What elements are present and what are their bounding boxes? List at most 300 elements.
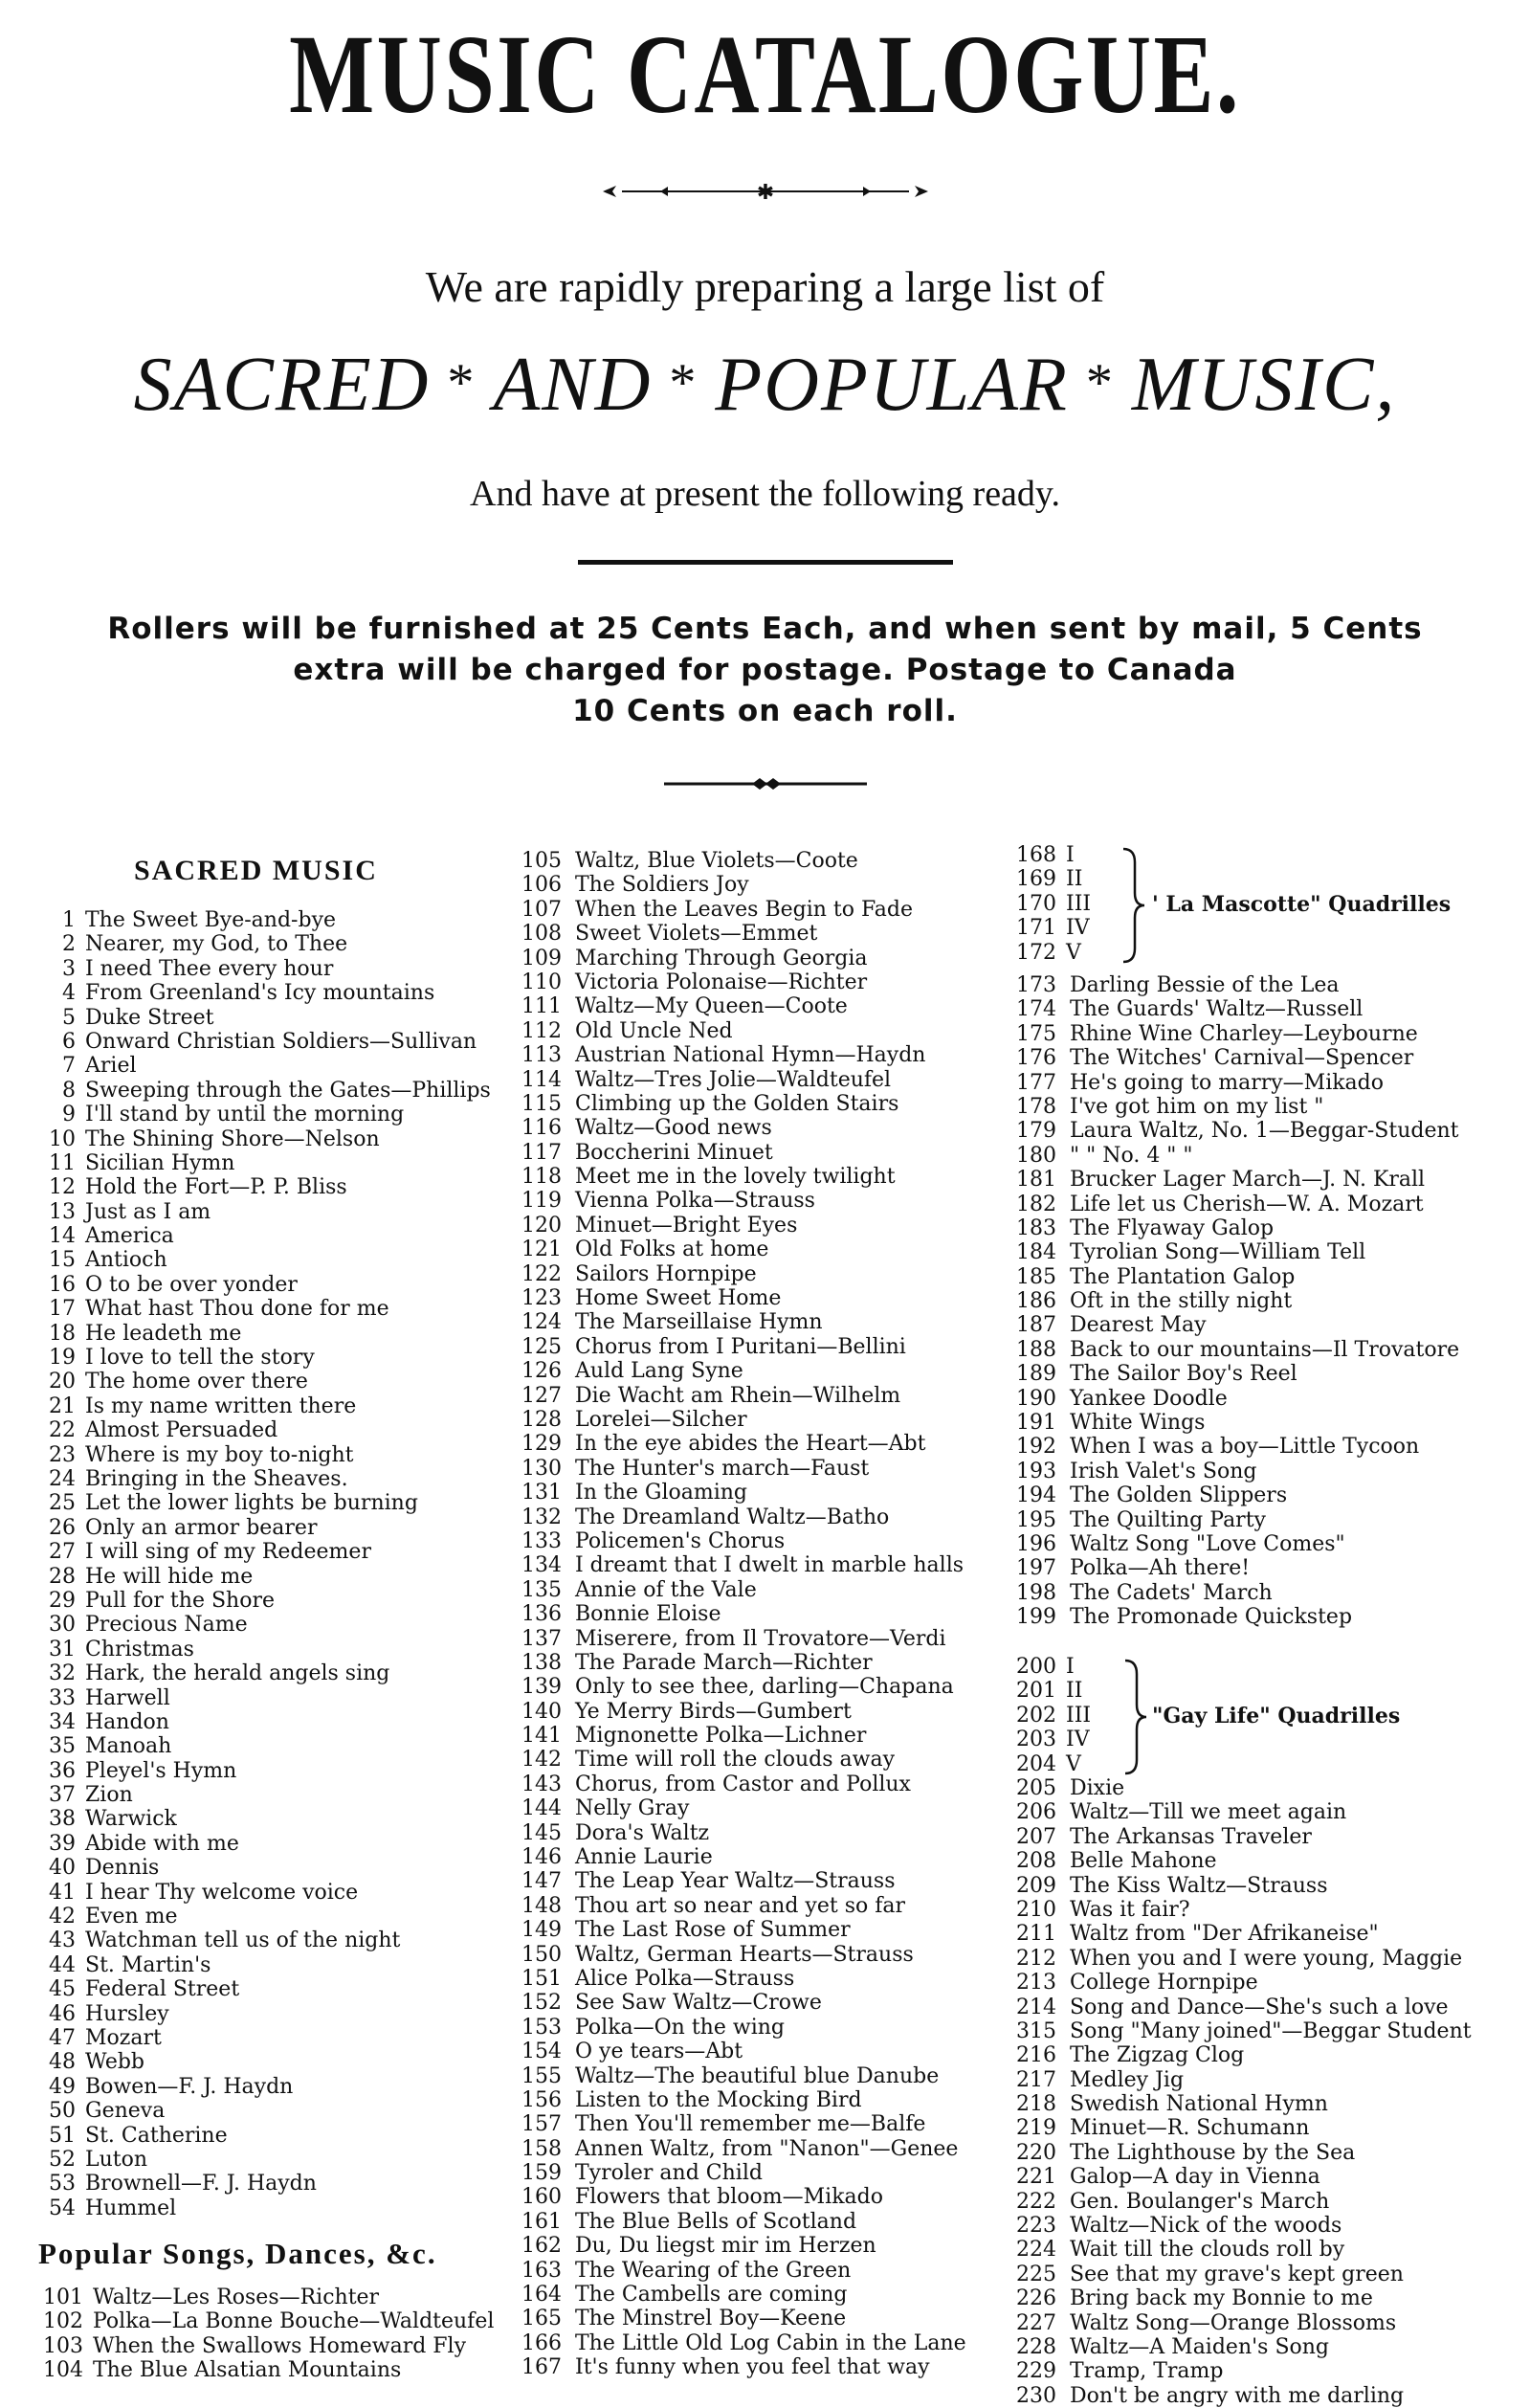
item-number: 45 bbox=[49, 1977, 76, 2002]
item-title: The Plantation Galop bbox=[1070, 1264, 1296, 1289]
item-number: 130 bbox=[521, 1456, 562, 1481]
item-title: Dennis bbox=[85, 1856, 160, 1881]
item-number: 180 bbox=[1016, 1143, 1056, 1168]
list-item bbox=[521, 1724, 966, 1748]
item-number: 20 bbox=[49, 1370, 76, 1394]
list-item bbox=[521, 1019, 966, 1043]
list-item bbox=[1016, 973, 1459, 997]
list-item bbox=[1016, 2214, 1472, 2238]
item-number: 11 bbox=[49, 1150, 76, 1175]
list-item bbox=[1016, 1338, 1459, 1362]
list-item bbox=[521, 1237, 966, 1261]
item-title: III bbox=[1066, 891, 1092, 916]
item-number: 152 bbox=[521, 1991, 562, 2016]
list-item bbox=[521, 994, 966, 1018]
item-number: 30 bbox=[49, 1613, 76, 1638]
list-item bbox=[43, 1638, 491, 1661]
item-number: 2 bbox=[62, 932, 76, 957]
item-number: 29 bbox=[49, 1588, 76, 1613]
item-number: 44 bbox=[49, 1952, 76, 1977]
list-item bbox=[521, 1627, 966, 1651]
price-notice bbox=[29, 609, 1501, 732]
item-number: 108 bbox=[521, 922, 562, 947]
item-title: When the Leaves Begin to Fade bbox=[575, 897, 913, 922]
item-title: The Blue Alsatian Mountains bbox=[93, 2358, 402, 2383]
item-title: Life let us Cherish—W. A. Mozart bbox=[1070, 1192, 1424, 1216]
item-number: 102 bbox=[43, 2309, 83, 2334]
item-title: He's going to marry—Mikado bbox=[1070, 1070, 1385, 1095]
item-title: Waltz—Nick of the woods bbox=[1070, 2214, 1342, 2239]
item-number: 27 bbox=[49, 1540, 76, 1565]
popular-list-col3-cont bbox=[1016, 1776, 1472, 2408]
list-item bbox=[521, 947, 966, 970]
item-number: 109 bbox=[521, 946, 562, 970]
item-number: 25 bbox=[49, 1491, 76, 1516]
list-item bbox=[1016, 2238, 1472, 2262]
item-title: He will hide me bbox=[85, 1564, 254, 1589]
item-title: Waltz from "Der Afrikaneise" bbox=[1070, 1922, 1379, 1947]
list-item bbox=[1016, 1971, 1472, 1995]
item-number: 189 bbox=[1016, 1362, 1056, 1387]
item-title: The Promonade Quickstep bbox=[1070, 1605, 1353, 1630]
item-number: 26 bbox=[49, 1515, 76, 1540]
item-title: Just as I am bbox=[85, 1199, 211, 1224]
item-title: Waltz—A Maiden's Song bbox=[1070, 2334, 1330, 2359]
list-item bbox=[1016, 2165, 1472, 2189]
item-number: 185 bbox=[1016, 1264, 1056, 1289]
item-number: 229 bbox=[1016, 2359, 1056, 2384]
item-number: 132 bbox=[521, 1505, 562, 1529]
list-item bbox=[1016, 1046, 1459, 1070]
item-title: I love to tell the story bbox=[85, 1346, 315, 1371]
item-number: 178 bbox=[1016, 1094, 1056, 1119]
list-item bbox=[521, 1700, 966, 1724]
item-title: V bbox=[1066, 940, 1081, 965]
item-number: 7 bbox=[62, 1054, 76, 1079]
list-item bbox=[521, 849, 966, 873]
item-number: 183 bbox=[1016, 1215, 1056, 1240]
list-item bbox=[43, 1103, 491, 1126]
item-number: 36 bbox=[49, 1758, 76, 1783]
star-separator: * bbox=[1085, 353, 1115, 412]
list-item bbox=[1016, 2068, 1472, 2092]
list-item bbox=[521, 2161, 966, 2185]
item-title: The Arkansas Traveler bbox=[1070, 1824, 1312, 1849]
item-number: 42 bbox=[49, 1905, 76, 1929]
headline-word: SACRED bbox=[133, 343, 431, 427]
list-item bbox=[43, 1613, 491, 1637]
item-title: Brucker Lager March—J. N. Krall bbox=[1070, 1168, 1426, 1193]
item-title: College Hornpipe bbox=[1070, 1971, 1258, 1996]
list-item bbox=[43, 2196, 491, 2220]
item-title: Waltz—Till we meet again bbox=[1070, 1800, 1347, 1825]
list-item bbox=[1016, 1849, 1472, 1873]
list-item bbox=[43, 1394, 491, 1418]
list-item bbox=[43, 1977, 491, 2001]
item-title: Back to our mountains—Il Trovatore bbox=[1070, 1337, 1460, 1362]
list-item bbox=[1016, 2116, 1472, 2140]
item-title: Chorus from I Puritani—Bellini bbox=[575, 1334, 906, 1359]
item-number: 203 bbox=[1016, 1728, 1056, 1752]
item-number: 114 bbox=[521, 1067, 562, 1092]
item-title: The Soldiers Joy bbox=[575, 873, 749, 898]
list-item bbox=[1016, 1704, 1091, 1728]
list-item bbox=[43, 1054, 491, 1078]
star-separator: * bbox=[447, 353, 477, 412]
list-item bbox=[1016, 941, 1091, 965]
item-number: 9 bbox=[62, 1103, 76, 1127]
item-number: 144 bbox=[521, 1796, 562, 1821]
item-number: 200 bbox=[1016, 1655, 1056, 1679]
item-title: Watchman tell us of the night bbox=[85, 1929, 401, 1953]
item-title: Hark, the herald angels sing bbox=[85, 1661, 390, 1686]
notice-line: Rollers will be furnished at 25 Cents Each, and when sent by mail, 5 Cents bbox=[107, 612, 1423, 646]
list-item bbox=[43, 1248, 491, 1272]
list-item bbox=[1016, 1922, 1472, 1946]
list-item bbox=[1016, 1898, 1472, 1922]
item-number: 315 bbox=[1016, 2018, 1056, 2043]
item-number: 173 bbox=[1016, 973, 1056, 997]
item-title: Song and Dance—She's such a love bbox=[1070, 1995, 1449, 2019]
list-item bbox=[43, 1079, 491, 1103]
item-number: 160 bbox=[521, 2185, 562, 2210]
item-title: Ye Merry Birds—Gumbert bbox=[575, 1699, 852, 1724]
item-title: Only an armor bearer bbox=[85, 1515, 318, 1540]
item-title: Let the lower lights be burning bbox=[85, 1491, 418, 1516]
item-number: 136 bbox=[521, 1602, 562, 1627]
item-title: Abide with me bbox=[85, 1831, 239, 1856]
list-item bbox=[1016, 1435, 1459, 1459]
item-number: 226 bbox=[1016, 2286, 1056, 2311]
item-number: 184 bbox=[1016, 1240, 1056, 1265]
item-number: 151 bbox=[521, 1966, 562, 1991]
item-title: Annie Laurie bbox=[575, 1845, 713, 1870]
item-title: Rhine Wine Charley—Leybourne bbox=[1070, 1021, 1418, 1046]
quadrille-label: ' La Mascotte" Quadrilles bbox=[1152, 892, 1452, 917]
item-title: Duke Street bbox=[85, 1005, 214, 1030]
item-number: 227 bbox=[1016, 2310, 1056, 2335]
item-number: 122 bbox=[521, 1261, 562, 1286]
list-item bbox=[1016, 1679, 1091, 1703]
item-title: Federal Street bbox=[85, 1977, 240, 2002]
list-item bbox=[1016, 1874, 1472, 1898]
item-number: 103 bbox=[43, 2333, 83, 2358]
item-number: 162 bbox=[521, 2234, 562, 2259]
item-title: Is my name written there bbox=[85, 1394, 357, 1418]
list-item bbox=[521, 1262, 966, 1286]
item-title: Mignonette Polka—Lichner bbox=[575, 1724, 867, 1749]
list-item bbox=[1016, 2359, 1472, 2383]
list-item bbox=[43, 1224, 491, 1248]
item-title: America bbox=[85, 1224, 174, 1249]
item-title: Warwick bbox=[85, 1807, 177, 1832]
item-title: I will sing of my Redeemer bbox=[85, 1540, 371, 1565]
list-item bbox=[521, 970, 966, 994]
item-number: 169 bbox=[1016, 867, 1056, 892]
item-title: Victoria Polonaise—Richter bbox=[575, 970, 868, 994]
item-number: 18 bbox=[49, 1321, 76, 1346]
item-title: Belle Mahone bbox=[1070, 1849, 1217, 1874]
item-number: 193 bbox=[1016, 1459, 1056, 1483]
list-item bbox=[1016, 1193, 1459, 1216]
item-title: Swedish National Hymn bbox=[1070, 2092, 1328, 2117]
list-item bbox=[43, 2002, 491, 2026]
list-item bbox=[43, 981, 491, 1005]
item-number: 181 bbox=[1016, 1168, 1056, 1193]
item-number: 28 bbox=[49, 1564, 76, 1589]
item-title: I've got him on my list " bbox=[1070, 1094, 1324, 1119]
item-title: V bbox=[1066, 1751, 1081, 1776]
item-number: 164 bbox=[521, 2283, 562, 2308]
list-item bbox=[1016, 2286, 1472, 2310]
item-title: Waltz Song "Love Comes" bbox=[1070, 1531, 1345, 1556]
item-number: 118 bbox=[521, 1165, 562, 1190]
list-item bbox=[1016, 1483, 1459, 1507]
item-title: Sweeping through the Gates—Phillips bbox=[85, 1078, 491, 1103]
item-number: 19 bbox=[49, 1346, 76, 1371]
list-item bbox=[521, 1335, 966, 1359]
list-item bbox=[43, 1200, 491, 1224]
item-number: 191 bbox=[1016, 1411, 1056, 1436]
list-item bbox=[1016, 1144, 1459, 1168]
list-item bbox=[1016, 1752, 1091, 1776]
item-number: 135 bbox=[521, 1577, 562, 1602]
item-number: 156 bbox=[521, 2087, 562, 2112]
item-number: 128 bbox=[521, 1407, 562, 1432]
item-number: 120 bbox=[521, 1213, 562, 1237]
item-title: Polka—On the wing bbox=[575, 2015, 785, 2040]
item-number: 6 bbox=[62, 1029, 76, 1054]
list-item bbox=[521, 2210, 966, 2234]
item-number: 49 bbox=[49, 2074, 76, 2099]
item-title: Bowen—F. J. Haydn bbox=[85, 2074, 294, 2099]
item-title: I'll stand by until the morning bbox=[85, 1103, 405, 1127]
item-number: 149 bbox=[521, 1918, 562, 1943]
list-item bbox=[43, 2075, 491, 2099]
list-item bbox=[43, 1807, 491, 1831]
list-item bbox=[521, 2331, 966, 2355]
item-number: 15 bbox=[49, 1248, 76, 1273]
list-item bbox=[43, 1783, 491, 1807]
item-title: Only to see thee, darling—Chapana bbox=[575, 1675, 954, 1700]
list-item bbox=[43, 1273, 491, 1297]
list-item bbox=[1016, 1947, 1472, 1971]
item-title: Laura Waltz, No. 1—Beggar-Student bbox=[1070, 1119, 1459, 1144]
quadrille-group-gay-life bbox=[1016, 1655, 1091, 1776]
item-title: Minuet—R. Schumann bbox=[1070, 2116, 1310, 2141]
item-number: 121 bbox=[521, 1237, 562, 1262]
item-number: 105 bbox=[521, 849, 562, 873]
list-item bbox=[521, 2259, 966, 2283]
item-title: Yankee Doodle bbox=[1070, 1386, 1228, 1411]
popular-list-col1 bbox=[43, 2285, 494, 2383]
list-item bbox=[43, 2172, 491, 2196]
item-title: The Zigzag Clog bbox=[1070, 2043, 1245, 2068]
item-number: 119 bbox=[521, 1189, 562, 1214]
item-title: The Golden Slippers bbox=[1070, 1483, 1288, 1508]
list-item bbox=[1016, 1825, 1472, 1849]
item-title: Irish Valet's Song bbox=[1070, 1459, 1257, 1483]
list-item bbox=[43, 1322, 491, 1346]
item-number: 4 bbox=[62, 981, 76, 1006]
item-number: 204 bbox=[1016, 1751, 1056, 1776]
item-title: Sicilian Hymn bbox=[85, 1150, 235, 1175]
headline-word: MUSIC, bbox=[1131, 343, 1397, 427]
item-number: 123 bbox=[521, 1286, 562, 1311]
item-number: 158 bbox=[521, 2136, 562, 2161]
item-number: 206 bbox=[1016, 1800, 1056, 1825]
item-title: Home Sweet Home bbox=[575, 1286, 782, 1311]
item-number: 3 bbox=[62, 956, 76, 981]
item-number: 163 bbox=[521, 2258, 562, 2283]
item-title: St. Catherine bbox=[85, 2123, 228, 2148]
list-item bbox=[521, 2112, 966, 2136]
item-number: 104 bbox=[43, 2358, 83, 2383]
item-title: Was it fair? bbox=[1070, 1897, 1190, 1922]
list-item bbox=[521, 1116, 966, 1140]
item-title: Galop—A day in Vienna bbox=[1070, 2165, 1320, 2190]
page-title: MUSIC CATALOGUE. bbox=[289, 11, 1241, 137]
item-title: Zion bbox=[85, 1783, 133, 1808]
list-item bbox=[43, 2285, 494, 2309]
list-item bbox=[1016, 1581, 1459, 1605]
item-title: The Sweet Bye-and-bye bbox=[85, 908, 337, 932]
item-title: Meet me in the lovely twilight bbox=[575, 1165, 896, 1190]
item-title: The Shining Shore—Nelson bbox=[85, 1126, 380, 1151]
item-title: I hear Thy welcome voice bbox=[85, 1880, 359, 1905]
item-number: 207 bbox=[1016, 1824, 1056, 1849]
item-title: The Wearing of the Green bbox=[575, 2258, 852, 2283]
list-item bbox=[1016, 1289, 1459, 1313]
item-title: The Little Old Log Cabin in the Lane bbox=[575, 2330, 966, 2355]
list-item bbox=[1016, 1022, 1459, 1046]
item-number: 41 bbox=[49, 1880, 76, 1905]
item-title: Dearest May bbox=[1070, 1313, 1207, 1338]
item-number: 133 bbox=[521, 1528, 562, 1553]
item-number: 176 bbox=[1016, 1046, 1056, 1071]
item-title: Dora's Waltz bbox=[575, 1820, 710, 1845]
list-item bbox=[43, 1540, 491, 1564]
item-number: 166 bbox=[521, 2330, 562, 2355]
item-title: Old Uncle Ned bbox=[575, 1018, 733, 1043]
list-item bbox=[521, 2355, 966, 2379]
list-item bbox=[1016, 892, 1091, 916]
list-item bbox=[521, 1845, 966, 1869]
list-item bbox=[521, 1432, 966, 1456]
list-item bbox=[43, 1443, 491, 1467]
item-title: The Cadets' March bbox=[1070, 1580, 1273, 1605]
item-title: Sweet Violets—Emmet bbox=[575, 922, 818, 947]
item-number: 112 bbox=[521, 1018, 562, 1043]
item-title: Ariel bbox=[85, 1054, 137, 1079]
item-number: 145 bbox=[521, 1820, 562, 1845]
list-item bbox=[521, 1165, 966, 1189]
item-number: 139 bbox=[521, 1675, 562, 1700]
list-item bbox=[43, 2334, 494, 2358]
item-number: 161 bbox=[521, 2209, 562, 2234]
list-item bbox=[43, 2026, 491, 2050]
item-title: Mozart bbox=[85, 2025, 162, 2050]
item-title: The Hunter's march—Faust bbox=[575, 1456, 870, 1481]
intro-line: We are rapidly preparing a large list of bbox=[425, 262, 1105, 311]
item-title: I need Thee every hour bbox=[85, 956, 334, 981]
list-item bbox=[521, 2088, 966, 2112]
list-item bbox=[43, 1467, 491, 1491]
item-title: The Parade March—Richter bbox=[575, 1650, 873, 1675]
item-title: Waltz—My Queen—Coote bbox=[575, 994, 848, 1019]
list-item bbox=[43, 908, 491, 932]
list-item bbox=[521, 1821, 966, 1845]
item-number: 8 bbox=[62, 1078, 76, 1103]
item-number: 170 bbox=[1016, 891, 1056, 916]
item-number: 110 bbox=[521, 970, 562, 994]
item-number: 221 bbox=[1016, 2165, 1056, 2190]
item-number: 172 bbox=[1016, 940, 1056, 965]
item-number: 35 bbox=[49, 1734, 76, 1759]
item-number: 117 bbox=[521, 1140, 562, 1165]
item-number: 224 bbox=[1016, 2238, 1056, 2263]
list-item bbox=[521, 1894, 966, 1918]
item-title: Chorus, from Castor and Pollux bbox=[575, 1772, 911, 1796]
item-number: 175 bbox=[1016, 1021, 1056, 1046]
list-item bbox=[43, 1491, 491, 1515]
item-title: Vienna Polka—Strauss bbox=[575, 1189, 815, 1214]
item-title: The Leap Year Waltz—Strauss bbox=[575, 1869, 896, 1894]
list-item bbox=[1016, 2190, 1472, 2214]
list-item bbox=[1016, 1095, 1459, 1119]
item-number: 197 bbox=[1016, 1556, 1056, 1581]
ready-line: And have at present the following ready. bbox=[470, 474, 1060, 514]
list-item bbox=[521, 1967, 966, 1991]
item-title: Minuet—Bright Eyes bbox=[575, 1213, 798, 1237]
item-title: Wait till the clouds roll by bbox=[1070, 2238, 1345, 2263]
item-number: 196 bbox=[1016, 1531, 1056, 1556]
item-title: Gen. Boulanger's March bbox=[1070, 2189, 1330, 2214]
star-separator: * bbox=[669, 353, 698, 412]
item-title: St. Martin's bbox=[85, 1952, 211, 1977]
item-title: Hold the Fort—P. P. Bliss bbox=[85, 1175, 347, 1200]
item-number: 230 bbox=[1016, 2383, 1056, 2408]
item-title: Even me bbox=[85, 1905, 178, 1929]
item-title: Old Folks at home bbox=[575, 1237, 769, 1262]
list-item bbox=[1016, 1265, 1459, 1289]
item-number: 113 bbox=[521, 1043, 562, 1068]
svg-text:✱: ✱ bbox=[756, 181, 774, 205]
list-item bbox=[1016, 1119, 1459, 1143]
list-item bbox=[43, 1589, 491, 1613]
item-number: 167 bbox=[521, 2355, 562, 2380]
item-number: 214 bbox=[1016, 1995, 1056, 2019]
item-title: Waltz, Blue Violets—Coote bbox=[575, 849, 858, 873]
item-number: 21 bbox=[49, 1394, 76, 1418]
list-item bbox=[1016, 1362, 1459, 1386]
item-number: 220 bbox=[1016, 2140, 1056, 2165]
item-title: O to be over yonder bbox=[85, 1272, 298, 1297]
item-number: 165 bbox=[521, 2307, 562, 2331]
list-item bbox=[1016, 1168, 1459, 1192]
item-number: 210 bbox=[1016, 1897, 1056, 1922]
item-title: Polka—La Bonne Bouche—Waldteufel bbox=[93, 2309, 495, 2334]
item-title: Boccherini Minuet bbox=[575, 1140, 773, 1165]
item-title: Oft in the stilly night bbox=[1070, 1289, 1293, 1314]
item-title: See Saw Waltz—Crowe bbox=[575, 1991, 822, 2016]
item-number: 199 bbox=[1016, 1605, 1056, 1630]
item-number: 1 bbox=[62, 908, 76, 932]
list-item bbox=[43, 957, 491, 981]
item-title: Don't be angry with me darling bbox=[1070, 2383, 1405, 2408]
item-title: Annie of the Vale bbox=[575, 1577, 757, 1602]
item-number: 43 bbox=[49, 1929, 76, 1953]
